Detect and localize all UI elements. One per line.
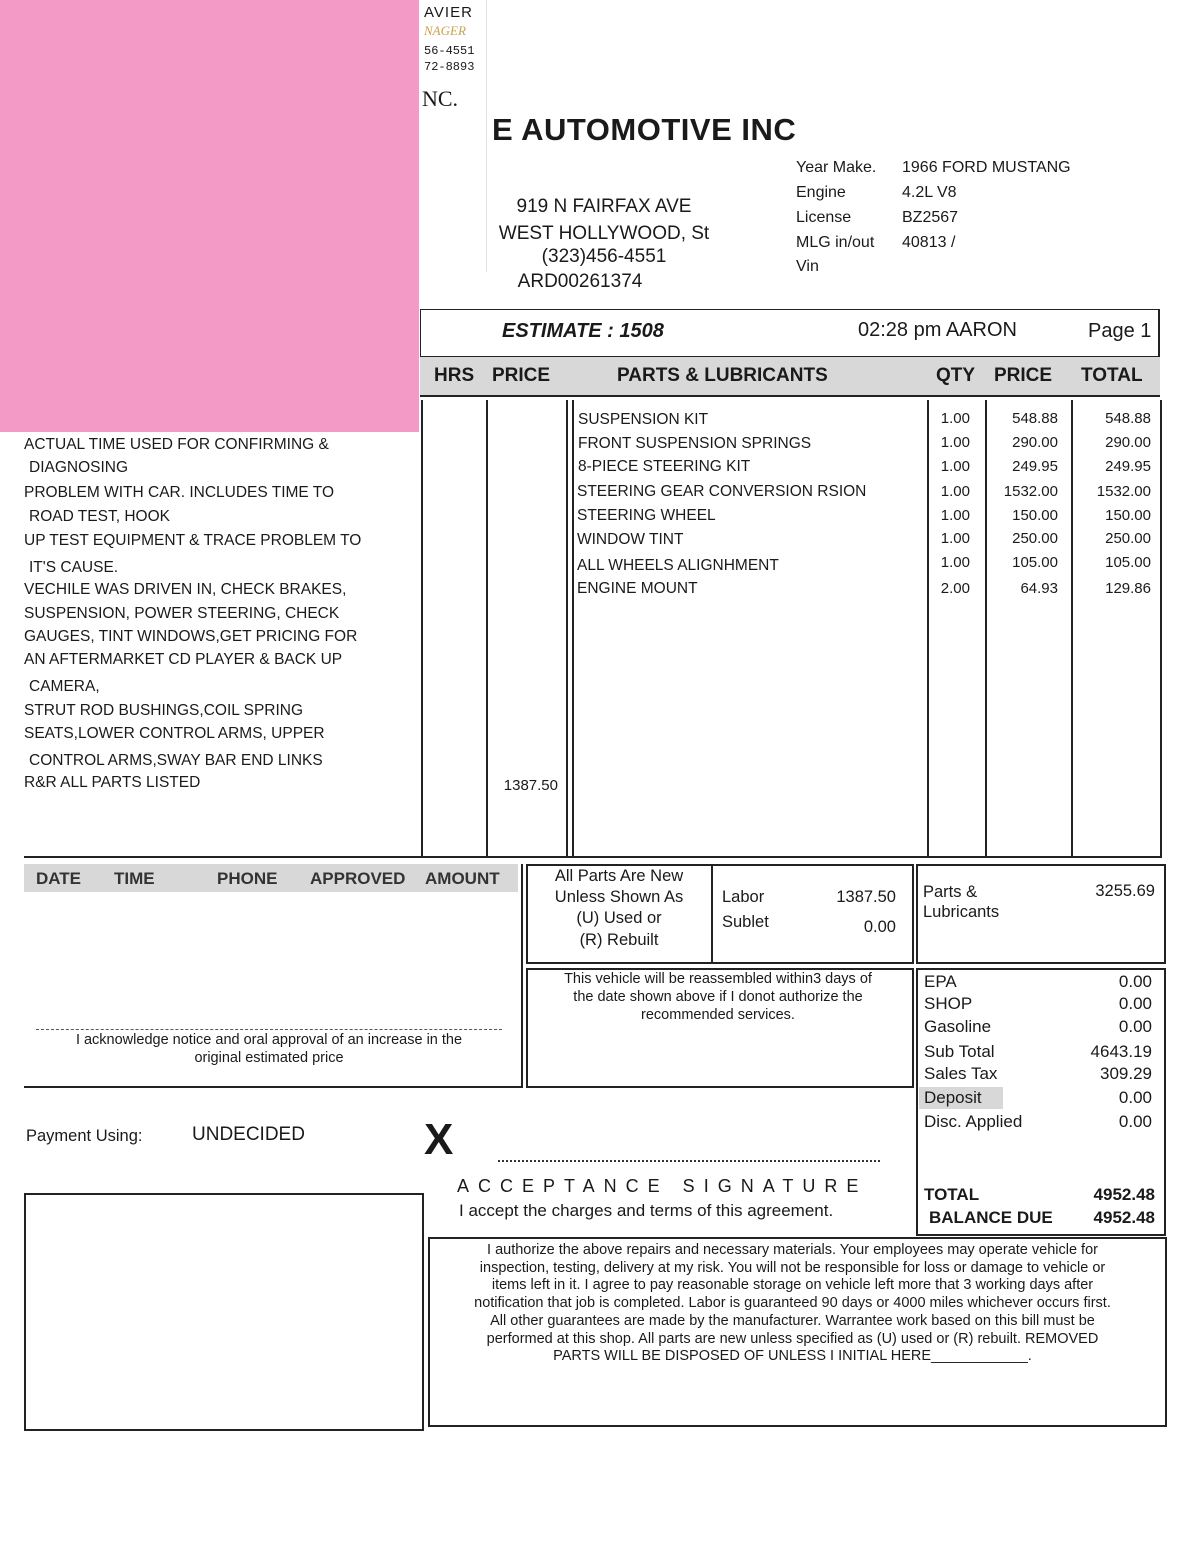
engine-label: Engine xyxy=(796,184,846,201)
col-qty: QTY xyxy=(936,365,976,386)
approval-date-header: DATE xyxy=(36,869,82,888)
parts-lubricants-label-1: Parts & xyxy=(923,883,978,901)
column-header-bottom xyxy=(420,395,1160,397)
col-hrs: HRS xyxy=(434,365,475,386)
year-make-value: 1966 FORD MUSTANG xyxy=(902,159,1071,176)
card-title: NAGER xyxy=(424,23,466,38)
mileage-value: 40813 / xyxy=(902,234,956,251)
license-value: BZ2567 xyxy=(902,209,959,226)
part-total: 1532.00 xyxy=(1096,483,1151,500)
page-number: Page 1 xyxy=(1088,320,1152,342)
parts-note-line: (U) Used or xyxy=(576,909,662,927)
terms-line: items left in it. I agree to pay reasonable storage on vehicle left more that 3 working days after xyxy=(491,1277,1094,1293)
labor-line: VECHILE WAS DRIVEN IN, CHECK BRAKES, xyxy=(24,581,347,598)
acceptance-text: I accept the charges and terms of this agreement. xyxy=(459,1201,834,1220)
total-label: TOTAL xyxy=(924,1185,980,1204)
line-price-parts-1 xyxy=(566,400,568,856)
approval-right-line xyxy=(521,864,523,1088)
col-total: TOTAL xyxy=(1081,365,1143,386)
labor-line: SUSPENSION, POWER STEERING, CHECK xyxy=(24,605,340,622)
part-total: 129.86 xyxy=(1105,580,1151,597)
part-name: ALL WHEELS ALIGNHMENT xyxy=(577,557,779,574)
approval-approved-header: APPROVED xyxy=(310,869,406,888)
col-parts: PARTS & LUBRICANTS xyxy=(617,365,828,386)
subtotal-value: 4643.19 xyxy=(1090,1042,1152,1061)
part-price: 290.00 xyxy=(1012,434,1058,451)
balance-due-value: 4952.48 xyxy=(1093,1208,1155,1227)
labor-total-label: Labor xyxy=(722,888,765,906)
part-name: WINDOW TINT xyxy=(577,531,684,548)
part-total: 105.00 xyxy=(1105,554,1151,571)
total-value: 4952.48 xyxy=(1093,1185,1155,1204)
terms-line: inspection, testing, delivery at my risk. You will not be responsible for loss or damage to vehicle or xyxy=(479,1260,1106,1276)
engine-value: 4.2L V8 xyxy=(902,184,957,201)
line-right xyxy=(1160,400,1162,858)
parts-note-divider xyxy=(711,864,713,964)
part-qty: 1.00 xyxy=(940,530,970,547)
labor-price-value: 1387.50 xyxy=(503,777,558,794)
sales-tax-value: 309.29 xyxy=(1100,1064,1152,1083)
part-price: 1532.00 xyxy=(1003,483,1058,500)
part-qty: 1.00 xyxy=(940,483,970,500)
shop-ard: ARD00261374 xyxy=(517,271,643,292)
discount-label: Disc. Applied xyxy=(924,1112,1023,1131)
sublet-value: 0.00 xyxy=(863,918,896,936)
labor-line: PROBLEM WITH CAR. INCLUDES TIME TO xyxy=(24,484,335,501)
col-part-price: PRICE xyxy=(994,365,1053,386)
part-total: 548.88 xyxy=(1105,410,1151,427)
part-total: 250.00 xyxy=(1105,530,1151,547)
part-name: ENGINE MOUNT xyxy=(577,580,698,597)
deposit-value: 0.00 xyxy=(1118,1088,1152,1107)
parts-lubricants-value: 3255.69 xyxy=(1095,882,1155,900)
part-total: 150.00 xyxy=(1105,507,1151,524)
labor-line: AN AFTERMARKET CD PLAYER & BACK UP xyxy=(24,651,343,668)
labor-line: DIAGNOSING xyxy=(29,459,129,476)
terms-line: PARTS WILL BE DISPOSED OF UNLESS I INITIAL HERE____________. xyxy=(553,1348,1032,1364)
terms-line: All other guarantees are made by the manufacturer. Warrantee work based on this bill must be xyxy=(490,1313,1095,1329)
acknowledge-line-2: original estimated price xyxy=(194,1050,344,1066)
approval-amount-header: AMOUNT xyxy=(425,869,500,888)
line-qty-price xyxy=(985,400,987,856)
sales-tax-label: Sales Tax xyxy=(924,1064,998,1083)
sticky-note xyxy=(0,0,419,432)
labor-line: IT'S CAUSE. xyxy=(29,559,119,576)
line-table-bottom xyxy=(24,856,1162,858)
estimate-time-writer: 02:28 pm AARON xyxy=(858,319,1017,341)
line-left xyxy=(421,400,423,856)
part-qty: 2.00 xyxy=(940,580,970,597)
line-price-total xyxy=(1071,400,1073,856)
mileage-label: MLG in/out xyxy=(796,234,875,251)
card-name: AVIER xyxy=(424,4,473,21)
part-qty: 1.00 xyxy=(940,458,970,475)
part-name: STEERING WHEEL xyxy=(577,507,716,524)
card-company: NC. xyxy=(422,86,459,111)
card-phone-2: 72-8893 xyxy=(424,60,475,74)
approval-bottom-line xyxy=(24,1086,522,1088)
balance-due-label: BALANCE DUE xyxy=(929,1208,1053,1227)
year-make-label: Year Make. xyxy=(796,159,877,176)
acknowledge-line-1: I acknowledge notice and oral approval of an increase in the xyxy=(75,1032,463,1048)
part-name: STEERING GEAR CONVERSION RSION xyxy=(577,483,867,500)
signature-x-mark: X xyxy=(424,1115,454,1164)
shop-label: SHOP xyxy=(924,994,973,1013)
terms-line: I authorize the above repairs and necessary materials. Your employees may operate vehicle for xyxy=(487,1242,1098,1258)
payment-label: Payment Using: xyxy=(26,1127,143,1145)
part-total: 249.95 xyxy=(1105,458,1151,475)
deposit-label: Deposit xyxy=(924,1088,982,1107)
line-parts-qty xyxy=(927,400,929,856)
blank-box xyxy=(24,1193,424,1431)
reassemble-line: recommended services. xyxy=(641,1007,795,1023)
vin-label: Vin xyxy=(796,258,819,275)
part-price: 150.00 xyxy=(1012,507,1058,524)
parts-note-line: Unless Shown As xyxy=(554,888,684,906)
labor-line: CONTROL ARMS,SWAY BAR END LINKS xyxy=(29,752,323,769)
part-qty: 1.00 xyxy=(940,434,970,451)
estimate-number: ESTIMATE : 1508 xyxy=(502,320,664,342)
labor-line: GAUGES, TINT WINDOWS,GET PRICING FOR xyxy=(24,628,358,645)
part-price: 250.00 xyxy=(1012,530,1058,547)
labor-total-value: 1387.50 xyxy=(836,888,896,906)
approval-time-header: TIME xyxy=(114,869,155,888)
parts-lubricants-label-2: Lubricants xyxy=(923,903,1000,921)
shop-address-1: 919 N FAIRFAX AVE xyxy=(516,196,692,217)
gasoline-value: 0.00 xyxy=(1118,1017,1152,1036)
gasoline-label: Gasoline xyxy=(924,1017,992,1036)
part-qty: 1.00 xyxy=(940,507,970,524)
labor-line: R&R ALL PARTS LISTED xyxy=(24,774,201,791)
epa-label: EPA xyxy=(924,972,957,991)
labor-line: UP TEST EQUIPMENT & TRACE PROBLEM TO xyxy=(24,532,362,549)
subtotal-label: Sub Total xyxy=(924,1042,995,1061)
labor-line: ACTUAL TIME USED FOR CONFIRMING & xyxy=(24,436,329,453)
approval-phone-header: PHONE xyxy=(217,869,278,888)
parts-note-line: All Parts Are New xyxy=(554,867,684,885)
part-price: 249.95 xyxy=(1012,458,1058,475)
license-label: License xyxy=(796,209,852,226)
sublet-label: Sublet xyxy=(722,913,769,931)
col-labor-price: PRICE xyxy=(492,365,551,386)
terms-line: notification that job is completed. Labor is guaranteed 90 days or 4000 miles whichever occurs first. xyxy=(474,1295,1111,1311)
part-price: 64.93 xyxy=(1020,580,1058,597)
signature-line[interactable] xyxy=(498,1160,880,1162)
terms-line: performed at this shop. All parts are new unless specified as (U) used or (R) rebuilt. REMOVED xyxy=(486,1331,1099,1347)
part-name: 8-PIECE STEERING KIT xyxy=(578,458,751,475)
company-name: E AUTOMOTIVE INC xyxy=(492,112,797,147)
part-qty: 1.00 xyxy=(940,410,970,427)
parts-note-line: (R) Rebuilt xyxy=(579,931,659,949)
part-total: 290.00 xyxy=(1105,434,1151,451)
reassemble-line: the date shown above if I donot authorize the xyxy=(573,989,863,1005)
labor-line: ROAD TEST, HOOK xyxy=(29,508,170,525)
epa-value: 0.00 xyxy=(1118,972,1152,991)
labor-line: SEATS,LOWER CONTROL ARMS, UPPER xyxy=(24,725,325,742)
part-name: SUSPENSION KIT xyxy=(578,411,709,428)
discount-value: 0.00 xyxy=(1118,1112,1152,1131)
payment-method: UNDECIDED xyxy=(192,1124,305,1145)
acknowledge-divider xyxy=(36,1029,502,1030)
labor-line: CAMERA, xyxy=(29,678,100,695)
part-qty: 1.00 xyxy=(940,554,970,571)
labor-line: STRUT ROD BUSHINGS,COIL SPRING xyxy=(24,702,304,719)
acceptance-signature-heading: ACCEPTANCE SIGNATURE xyxy=(457,1176,868,1196)
shop-address-2: WEST HOLLYWOOD, St xyxy=(498,223,710,244)
line-price-parts-2 xyxy=(572,400,574,856)
part-name: FRONT SUSPENSION SPRINGS xyxy=(578,435,812,452)
shop-value: 0.00 xyxy=(1118,994,1152,1013)
shop-phone: (323)456-4551 xyxy=(541,246,667,267)
card-phone-1: 56-4551 xyxy=(424,44,475,58)
reassemble-line: This vehicle will be reassembled within3 days of xyxy=(564,971,872,987)
part-price: 105.00 xyxy=(1012,554,1058,571)
part-price: 548.88 xyxy=(1012,410,1058,427)
